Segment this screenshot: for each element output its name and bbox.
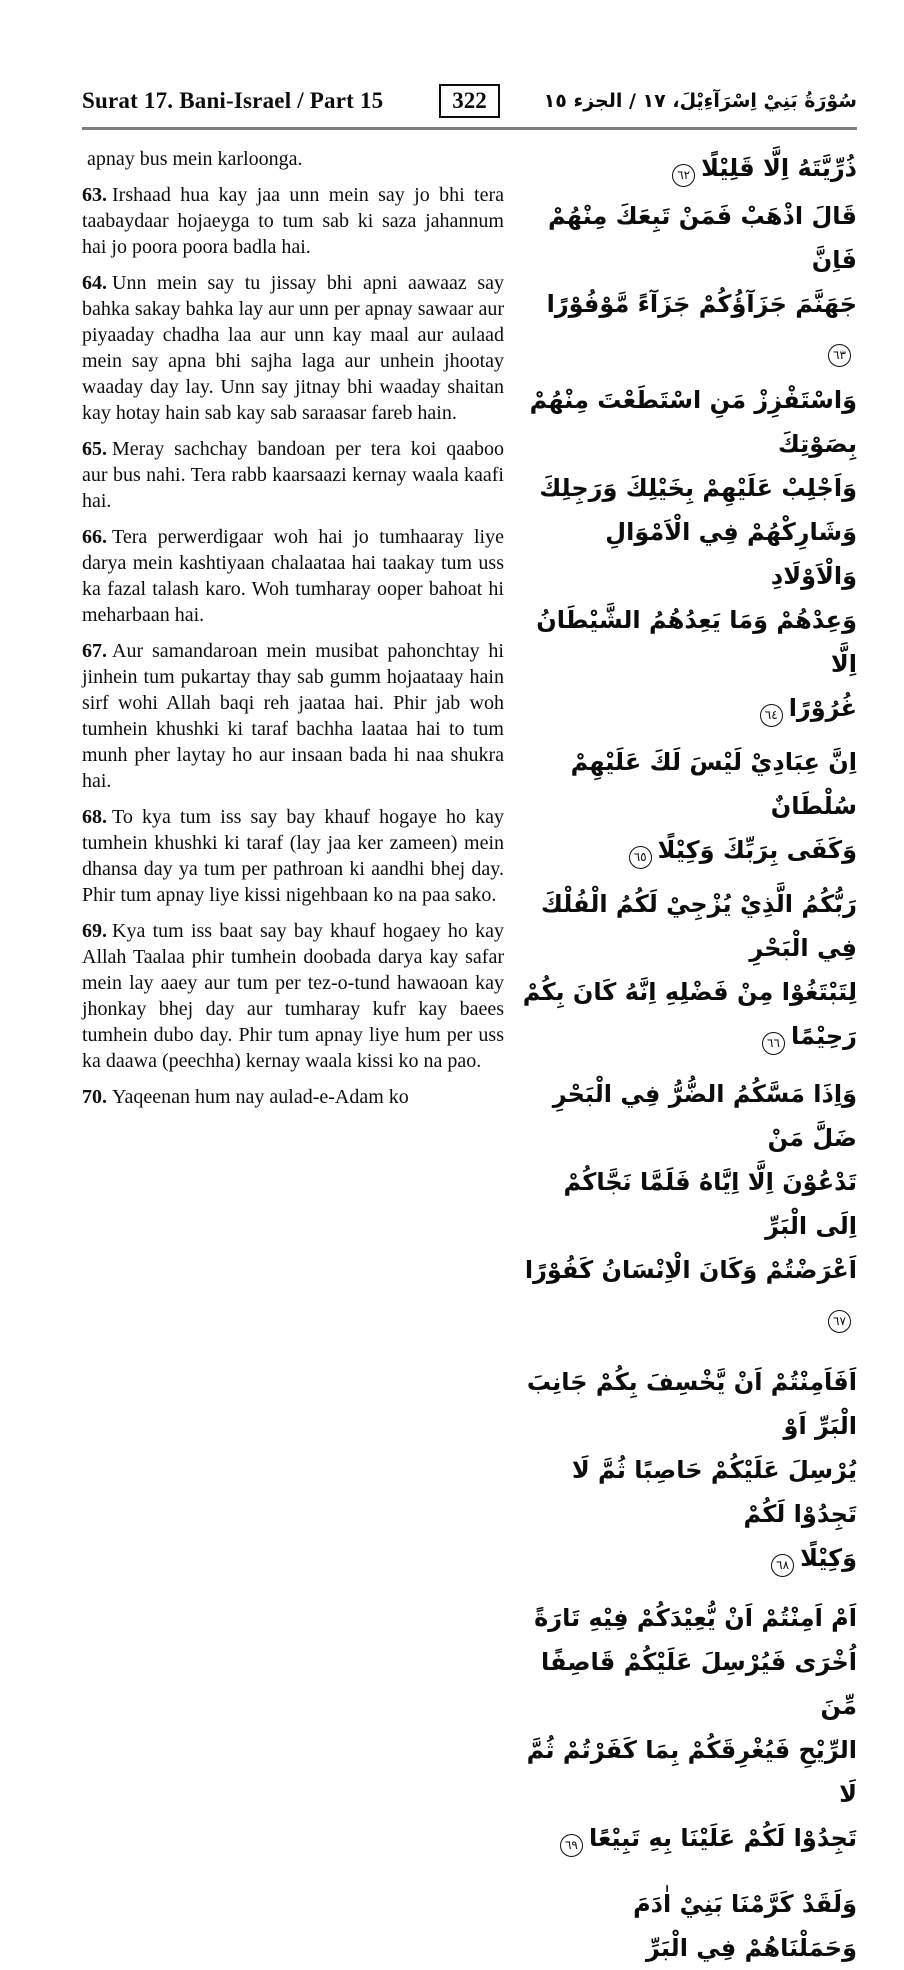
arabic-text: رَبُّكُمُ الَّذِيْ يُزْجِيْ لَكُمُ الْفُلْكَ فِي الْبَحْرِ — [540, 890, 857, 962]
arabic-text: وَاسْتَفْزِزْ مَنِ اسْتَطَعْتَ مِنْهُمْ بِصَوْتِكَ — [529, 386, 857, 458]
ayah-block — [519, 1072, 857, 1336]
arabic-line — [519, 1448, 857, 1536]
ayah-block — [519, 740, 857, 872]
translation-paragraph — [82, 638, 504, 794]
page-header — [82, 84, 857, 118]
verse-text: Meray sachchay bandoan per tera koi qaaboo aur bus nahi. Tera rabb kaarsaazi kernay waala kaafi hai. — [82, 438, 504, 512]
arabic-text: تَدْعُوْنَ اِلَّا اِيَّاهُ فَلَمَّا نَجَّاكُمْ اِلَى الْبَرِّ — [563, 1168, 857, 1240]
arabic-line — [519, 1160, 857, 1248]
translation-paragraph — [82, 1084, 504, 1110]
arabic-line — [519, 378, 857, 466]
ayah-block — [519, 1596, 857, 1860]
translation-paragraph — [82, 436, 504, 514]
ayah-block — [519, 194, 857, 370]
translation-paragraph — [82, 182, 504, 260]
ayah-block — [519, 1360, 857, 1580]
arabic-text: تَجِدُوْا لَكُمْ عَلَيْنَا بِهِ تَبِيْعًا — [588, 1824, 857, 1852]
arabic-text: وَلَقَدْ كَرَّمْنَا بَنِيْ اٰدَمَ وَحَمَلْنَاهُمْ فِي الْبَرِّ — [633, 1890, 857, 1962]
verse-number: 63. — [82, 184, 107, 206]
arabic-text: اِنَّ عِبَادِيْ لَيْسَ لَكَ عَلَيْهِمْ سُلْطَانٌ — [570, 748, 857, 820]
arabic-line — [519, 1536, 857, 1580]
verse-number: 65. — [82, 438, 107, 460]
arabic-line — [519, 1360, 857, 1448]
translation-paragraph — [82, 804, 504, 908]
arabic-line — [519, 1728, 857, 1816]
verse-text: To kya tum iss say bay khauf hogaye ho kay tumhein khushki ki taraf (lay jaa ker zameen) mein dhansa day ya tum per pathroan ki aandhi bhej day. Phir tum apnay liye kissi nigehbaan ko na paa sako. — [82, 806, 504, 906]
arabic-column — [519, 146, 857, 1970]
verse-text: Irshaad hua kay jaa unn mein say jo bhi tera taabaydaar hojaeyga to tum sab ki saza jahannum hai jo poora poora badla hai. — [82, 184, 504, 258]
surah-title-arabic: سُوْرَةُ بَنِيْ اِسْرَآءِيْلَ، ١٧ / الجزء ١٥ — [543, 90, 857, 112]
arabic-text: اَمْ اَمِنْتُمْ اَنْ يُّعِيْدَكُمْ فِيْهِ تَارَةً — [534, 1604, 857, 1632]
arabic-text: وَعِدْهُمْ وَمَا يَعِدُهُمُ الشَّيْطَانُ اِلَّا — [536, 606, 857, 678]
translation-paragraph — [82, 918, 504, 1074]
verse-text: Kya tum iss baat say bay khauf hogaey ho kay Allah Taalaa phir tumhein doobada darya kay safar mein lay aaey aur tum per tez-o-tund hawaoan kay jhonkay bhej day aur tumharay kufr kay baees tumhein dubo day. Phir tum apnay liye hum per uss ka daawa (peechha) kernay waala kissi ko na pao. — [82, 920, 504, 1072]
arabic-line — [519, 1640, 857, 1728]
verse-text: Unn mein say tu jissay bhi apni aawaaz say bahka sakay bahka lay aur unn per apnay sawaar aur piyaaday chadha laa aur unn kay maal aur aulaad mein say apna bhi sajha laga aur unhein jhootay waaday day lay. Unn say jitnay bhi waaday shaitan kay hotay hain sab kay sab saraasar fareb hain. — [82, 272, 504, 424]
ayah-end-marker: ٦٣ — [828, 344, 851, 367]
verse-text: Aur samandaroan mein musibat pahonchtay hi jinhein tum pukartay thay sab gumm hojaataay hain sirf wohi Allah baqi reh jaataa hai. Phir jab woh tumhein khushki ki taraf bachha laataa hai to tum munh pher laytay ho aur insaan bada hi naa shukra hai. — [82, 640, 504, 792]
verse-number: 64. — [82, 272, 107, 294]
translation-paragraph — [82, 270, 504, 426]
verse-text: Tera perwerdigaar woh hai jo tumhaaray liye darya mein kashtiyaan chalaataa hai taakay tum uss ka fazal talash karo. Woh tumharay ooper bahoat hi meharbaan hai. — [82, 526, 504, 626]
surah-title-english: Surat 17. Bani-Israel / Part 15 — [82, 88, 384, 113]
arabic-text: اُخْرَى فَيُرْسِلَ عَلَيْكُمْ قَاصِفًا مِّنَ — [541, 1648, 857, 1720]
arabic-line — [519, 740, 857, 828]
arabic-line — [519, 970, 857, 1014]
verse-text: Yaqeenan hum nay aulad-e-Adam ko — [112, 1086, 409, 1108]
ayah-end-marker: ٦٥ — [629, 846, 652, 869]
arabic-text: وَشَارِكْهُمْ فِي الْاَمْوَالِ وَالْاَوْلَادِ — [605, 518, 857, 590]
arabic-line — [519, 1882, 857, 1970]
translation-paragraph — [82, 146, 504, 172]
verse-number: 70. — [82, 1086, 107, 1108]
arabic-line — [519, 882, 857, 970]
arabic-line — [519, 598, 857, 686]
arabic-line — [519, 1248, 857, 1336]
arabic-text: اَعْرَضْتُمْ وَكَانَ الْاِنْسَانُ كَفُوْرًا — [524, 1256, 857, 1284]
arabic-text: جَهَنَّمَ جَزَآؤُكُمْ جَزَآءً مَّوْفُوْرًا — [546, 290, 857, 318]
verse-number: 69. — [82, 920, 107, 942]
arabic-line — [519, 1596, 857, 1640]
arabic-text: وَكَفَى بِرَبِّكَ وَكِيْلًا — [657, 836, 857, 864]
arabic-text: وَاِذَا مَسَّكُمُ الضُّرُّ فِي الْبَحْرِ ضَلَّ مَنْ — [552, 1080, 857, 1152]
ayah-end-marker: ٦٧ — [828, 1310, 851, 1333]
arabic-text: اَفَاَمِنْتُمْ اَنْ يَّخْسِفَ بِكُمْ جَانِبَ الْبَرِّ اَوْ — [526, 1368, 857, 1440]
ayah-block — [519, 1882, 857, 1970]
ayah-block — [519, 146, 857, 190]
ayah-end-marker: ٦٦ — [762, 1032, 785, 1055]
page-content — [82, 146, 857, 1970]
page-number: 322 — [439, 84, 500, 118]
arabic-text: وَكِيْلًا — [800, 1544, 857, 1572]
arabic-line — [519, 282, 857, 370]
translation-paragraph — [82, 524, 504, 628]
arabic-text: لِتَبْتَغُوْا مِنْ فَضْلِهِ اِنَّهُ كَانَ بِكُمْ — [522, 978, 857, 1006]
arabic-text: قَالَ اذْهَبْ فَمَنْ تَبِعَكَ مِنْهُمْ فَاِنَّ — [548, 202, 857, 274]
arabic-line — [519, 1816, 857, 1860]
arabic-text: ذُرِّيَّتَهُ اِلَّا قَلِيْلًا — [701, 154, 857, 182]
header-divider — [82, 127, 857, 130]
arabic-line — [519, 1014, 857, 1058]
arabic-line — [519, 510, 857, 598]
arabic-line — [519, 466, 857, 510]
arabic-line — [519, 194, 857, 282]
arabic-text: يُرْسِلَ عَلَيْكُمْ حَاصِبًا ثُمَّ لَا تَجِدُوْا لَكُمْ — [571, 1456, 857, 1528]
ayah-end-marker: ٦٤ — [760, 704, 783, 727]
ayah-block — [519, 882, 857, 1058]
ayah-end-marker: ٦٨ — [771, 1554, 794, 1577]
arabic-line — [519, 146, 857, 190]
arabic-text: غُرُوْرًا — [788, 694, 857, 722]
arabic-text: وَاَجْلِبْ عَلَيْهِمْ بِخَيْلِكَ وَرَجِلِكَ — [539, 474, 857, 502]
ayah-end-marker: ٦٩ — [560, 1834, 583, 1857]
verse-number: 66. — [82, 526, 107, 548]
ayah-block — [519, 378, 857, 730]
verse-text: apnay bus mein karloonga. — [87, 148, 303, 170]
translation-column — [82, 146, 504, 1970]
arabic-text: الرِّيْحِ فَيُغْرِقَكُمْ بِمَا كَفَرْتُمْ ثُمَّ لَا — [526, 1736, 857, 1808]
arabic-line — [519, 686, 857, 730]
arabic-text: رَحِيْمًا — [790, 1022, 857, 1050]
arabic-line — [519, 828, 857, 872]
ayah-end-marker: ٦٢ — [672, 164, 695, 187]
arabic-line — [519, 1072, 857, 1160]
verse-number: 68. — [82, 806, 107, 828]
verse-number: 67. — [82, 640, 107, 662]
